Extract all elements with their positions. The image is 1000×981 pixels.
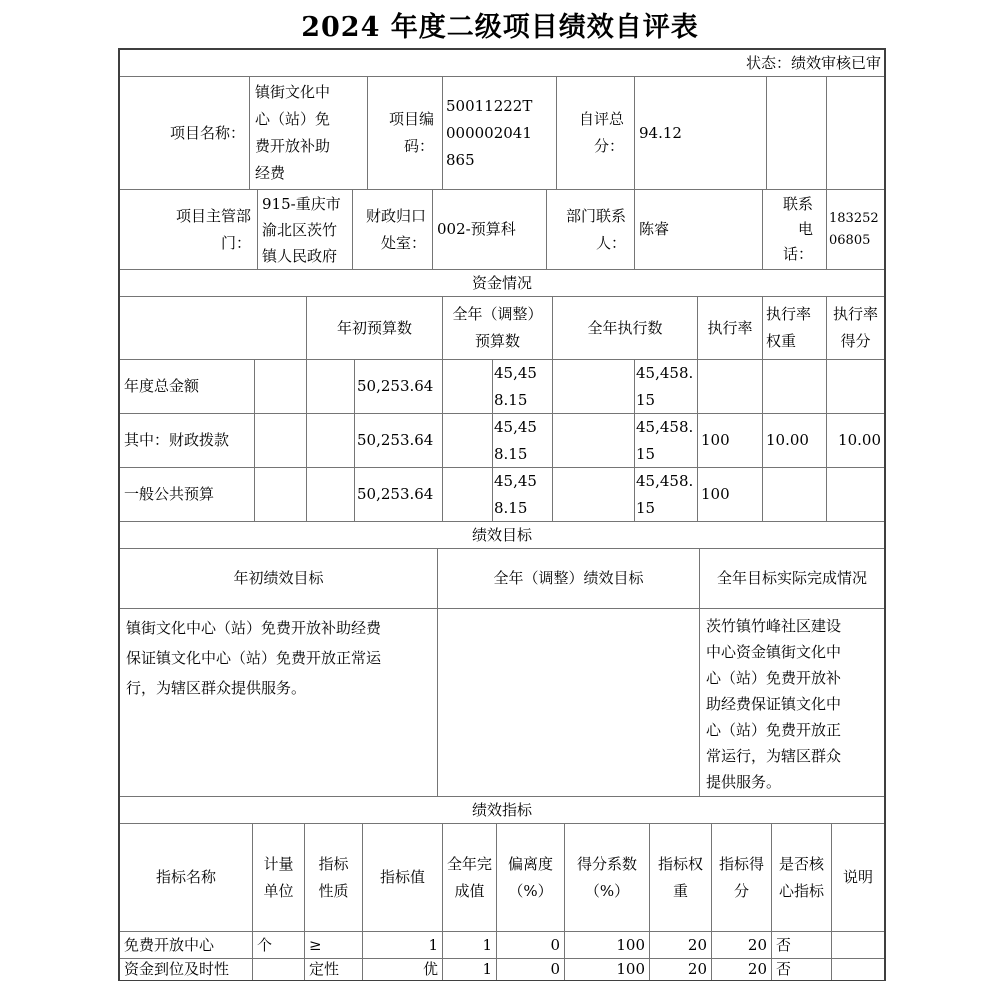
funding-header-row — [120, 297, 884, 360]
dept-value: 915-重庆市渝北区茨竹镇人民政府 — [258, 190, 353, 270]
ind-header-name: 指标名称 — [120, 824, 253, 932]
targets-adjusted-text — [438, 609, 700, 797]
page-title: 2024 年度二级项目绩效自评表 — [301, 12, 699, 43]
ind-coefficient: 100 — [565, 932, 650, 959]
ind-weight: 20 — [650, 959, 712, 980]
status-text: 状态：绩效审核已审 — [120, 50, 884, 77]
empty-cell — [255, 414, 307, 468]
funding-header-executed: 全年执行数 — [553, 297, 698, 360]
funding-executed-value: 45,458.15 — [635, 414, 698, 468]
targets-section-title: 绩效目标 — [120, 522, 884, 549]
ind-actual: 1 — [443, 959, 497, 980]
ind-header-deviation: 偏离度（%） — [497, 824, 565, 932]
ind-note — [832, 959, 884, 980]
ind-header-weight: 指标权重 — [650, 824, 712, 932]
funding-row-label: 其中：财政拨款 — [120, 414, 255, 468]
funding-rate-score-value — [827, 468, 884, 522]
targets-content-row — [120, 609, 884, 797]
empty-cell — [443, 414, 493, 468]
status-row — [120, 50, 884, 77]
basic-info-row-2 — [120, 190, 884, 270]
funding-header-rate: 执行率 — [698, 297, 763, 360]
funding-row-label: 一般公共预算 — [120, 468, 255, 522]
dept-label: 项目主管部门： — [120, 190, 258, 270]
ind-coefficient: 100 — [565, 959, 650, 980]
contact-value: 陈睿 — [635, 190, 763, 270]
funding-rate-value: 100 — [698, 414, 763, 468]
empty-cell — [827, 77, 884, 190]
funding-executed-value: 45,458.15 — [635, 468, 698, 522]
ind-header-note: 说明 — [832, 824, 884, 932]
funding-header-rate-score: 执行率得分 — [827, 297, 884, 360]
empty-cell — [553, 468, 635, 522]
ind-name: 免费开放中心 — [120, 932, 253, 959]
funding-adjusted-value: 45,458.15 — [493, 468, 553, 522]
basic-info-row-1 — [120, 77, 884, 190]
funding-section-band — [120, 270, 884, 297]
funding-initial-value: 50,253.64 — [355, 414, 443, 468]
funding-row-total — [120, 360, 884, 414]
funding-initial-value: 50,253.64 — [355, 360, 443, 414]
funding-row-fiscal — [120, 414, 884, 468]
finance-office-label: 财政归口处室： — [353, 190, 433, 270]
empty-cell — [553, 414, 635, 468]
ind-score: 20 — [712, 932, 772, 959]
ind-core: 否 — [772, 959, 832, 980]
funding-header-initial: 年初预算数 — [307, 297, 443, 360]
ind-header-core: 是否核心指标 — [772, 824, 832, 932]
funding-rate-score-value — [827, 360, 884, 414]
finance-office-value: 002-预算科 — [433, 190, 547, 270]
ind-score: 20 — [712, 959, 772, 980]
ind-note — [832, 932, 884, 959]
funding-rate-value — [698, 360, 763, 414]
indicator-row — [120, 932, 884, 959]
project-name-label: 项目名称： — [120, 77, 250, 190]
ind-name: 资金到位及时性 — [120, 959, 253, 980]
ind-target: 优 — [363, 959, 443, 980]
empty-cell — [443, 360, 493, 414]
ind-header-actual: 全年完成值 — [443, 824, 497, 932]
targets-header-initial: 年初绩效目标 — [120, 549, 438, 609]
funding-header-rate-weight: 执行率权重 — [763, 297, 827, 360]
ind-header-unit: 计量单位 — [253, 824, 305, 932]
ind-nature: ≥ — [305, 932, 363, 959]
project-code-value: 50011222T000002041865 — [443, 77, 557, 190]
ind-header-score: 指标得分 — [712, 824, 772, 932]
project-name-value: 镇街文化中心（站）免费开放补助经费 — [250, 77, 368, 190]
targets-header-actual: 全年目标实际完成情况 — [700, 549, 884, 609]
empty-cell — [307, 468, 355, 522]
funding-rate-score-value: 10.00 — [827, 414, 884, 468]
funding-row-label: 年度总金额 — [120, 360, 255, 414]
funding-header-adjusted: 全年（调整）预算数 — [443, 297, 553, 360]
empty-cell — [553, 360, 635, 414]
indicators-header-row — [120, 824, 884, 932]
funding-rate-weight-value: 10.00 — [763, 414, 827, 468]
targets-section-band — [120, 522, 884, 549]
empty-cell — [307, 414, 355, 468]
targets-header-adjusted: 全年（调整）绩效目标 — [438, 549, 700, 609]
ind-nature: 定性 — [305, 959, 363, 980]
ind-unit: 个 — [253, 932, 305, 959]
ind-header-coefficient: 得分系数（%） — [565, 824, 650, 932]
empty-cell — [255, 360, 307, 414]
ind-header-target: 指标值 — [363, 824, 443, 932]
phone-value: 18325206805 — [827, 190, 884, 270]
targets-actual-text: 茨竹镇竹峰社区建设中心资金镇街文化中心（站）免费开放补助经费保证镇文化中心（站）免费开放正常运行，为辖区群众提供服务。 — [700, 609, 884, 797]
self-evaluation-table — [118, 48, 886, 981]
empty-cell — [255, 468, 307, 522]
phone-label: 联系电话： — [763, 190, 827, 270]
empty-cell — [443, 468, 493, 522]
ind-core: 否 — [772, 932, 832, 959]
indicators-section-title: 绩效指标 — [120, 797, 884, 824]
project-code-label: 项目编码： — [368, 77, 443, 190]
ind-unit — [253, 959, 305, 980]
ind-deviation: 0 — [497, 959, 565, 980]
funding-adjusted-value: 45,458.15 — [493, 414, 553, 468]
empty-cell — [307, 360, 355, 414]
funding-header-empty — [120, 297, 307, 360]
targets-initial-text: 镇街文化中心（站）免费开放补助经费保证镇文化中心（站）免费开放正常运行，为辖区群众提供服务。 — [120, 609, 438, 797]
funding-section-title: 资金情况 — [120, 270, 884, 297]
targets-header-row — [120, 549, 884, 609]
indicators-section-band — [120, 797, 884, 824]
funding-rate-weight-value — [763, 360, 827, 414]
funding-rate-value: 100 — [698, 468, 763, 522]
contact-label: 部门联系人： — [547, 190, 635, 270]
self-score-value: 94.12 — [635, 77, 767, 190]
funding-adjusted-value: 45,458.15 — [493, 360, 553, 414]
indicator-row — [120, 959, 884, 980]
funding-row-public-budget — [120, 468, 884, 522]
funding-initial-value: 50,253.64 — [355, 468, 443, 522]
self-score-label: 自评总分： — [557, 77, 635, 190]
ind-header-nature: 指标性质 — [305, 824, 363, 932]
funding-rate-weight-value — [763, 468, 827, 522]
ind-actual: 1 — [443, 932, 497, 959]
funding-executed-value: 45,458.15 — [635, 360, 698, 414]
ind-target: 1 — [363, 932, 443, 959]
ind-weight: 20 — [650, 932, 712, 959]
empty-cell — [767, 77, 827, 190]
ind-deviation: 0 — [497, 932, 565, 959]
